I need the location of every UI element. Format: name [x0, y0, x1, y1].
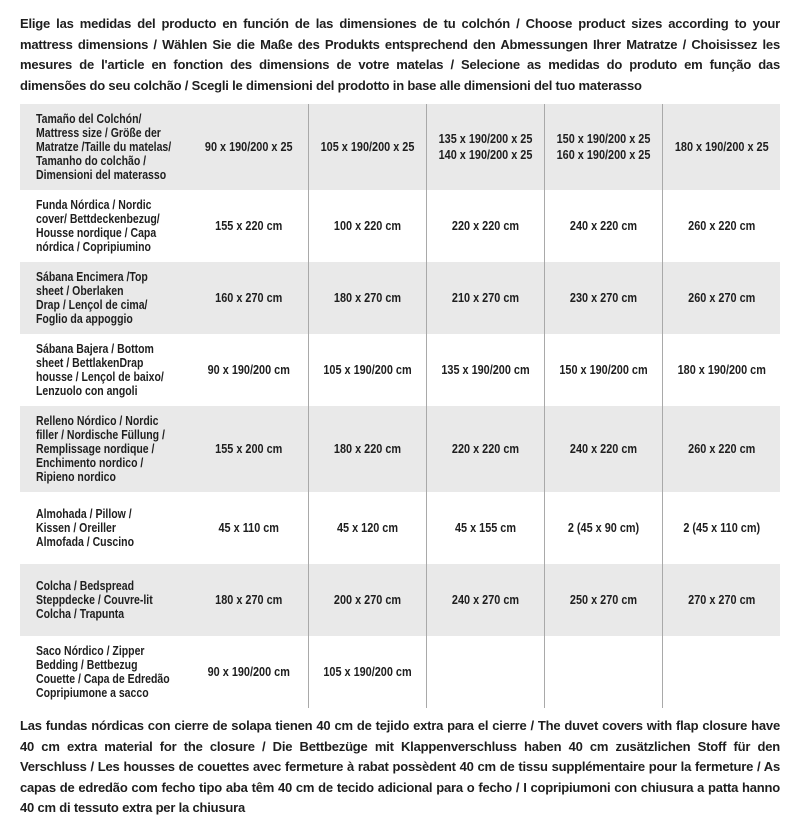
size-cell [308, 262, 426, 334]
row-label-line: Tamaño del Colchón/ [36, 112, 142, 126]
size-cell [662, 636, 780, 708]
row-label-line: Couette / Capa de Edredão [36, 672, 170, 686]
row-label-line: Kissen / Oreiller [36, 521, 116, 535]
size-cell [190, 190, 308, 262]
size-cell [426, 636, 544, 708]
size-cell [544, 636, 662, 708]
row-label-line: Colcha / Bedspread [36, 579, 135, 593]
size-table-body [20, 104, 780, 708]
row-label-line: Ripieno nordico [36, 470, 116, 484]
size-cell [426, 492, 544, 564]
size-cell [544, 104, 662, 190]
size-cell [544, 406, 662, 492]
size-value: 90 x 190/200 x 25 [204, 140, 293, 154]
row-label [20, 262, 190, 334]
row-label-line: Drap / Lençol de cima/ [36, 298, 148, 312]
size-cell [308, 406, 426, 492]
size-value: 45 x 155 cm [454, 521, 516, 535]
table-row [20, 104, 780, 190]
size-value: 210 x 270 cm [451, 291, 519, 305]
size-cell [190, 262, 308, 334]
size-cell [308, 564, 426, 636]
size-value: 180 x 270 cm [215, 593, 283, 607]
row-label-line: Sábana Bajera / Bottom [36, 342, 154, 356]
size-value: 90 x 190/200 cm [207, 665, 290, 679]
intro-text: Elige las medidas del producto en función de las dimensiones de tu colchón / Choose product sizes according to your mattress dimensions / Wählen Sie die Maße des Produkts entsprechend den Abmessungen Ihrer Matratze / Choisissez les mesures de l'article en fonction des dimensions de votre matelas / Selecione as medidas do produto em função das dimensões do seu colchão / Scegli le dimensioni del prodotto in base alle dimensioni del tuo materasso [20, 16, 780, 93]
size-cell [426, 262, 544, 334]
row-label-line: Tamanho do colchão / [36, 154, 147, 168]
row-label-line: Copripiumone a sacco [36, 686, 149, 700]
size-value: 220 x 220 cm [451, 219, 519, 233]
table-row [20, 190, 780, 262]
size-value: 180 x 220 cm [333, 442, 401, 456]
size-value: 160 x 270 cm [215, 291, 283, 305]
size-value: 240 x 270 cm [451, 593, 519, 607]
size-value: 250 x 270 cm [569, 593, 637, 607]
size-cell [190, 406, 308, 492]
size-value: 155 x 200 cm [215, 442, 283, 456]
row-label-line: Almohada / Pillow / [36, 507, 132, 521]
size-cell [426, 406, 544, 492]
row-label [20, 636, 190, 708]
row-label-line: Relleno Nórdico / Nordic [36, 414, 159, 428]
size-value: 140 x 190/200 x 25 [438, 148, 532, 162]
size-value: 240 x 220 cm [569, 219, 637, 233]
size-value: 45 x 120 cm [336, 521, 398, 535]
row-label [20, 564, 190, 636]
size-value: 150 x 190/200 x 25 [556, 132, 650, 146]
size-cell [426, 334, 544, 406]
size-value: 105 x 190/200 x 25 [320, 140, 414, 154]
row-label-line: Bedding / Bettbezug [36, 658, 138, 672]
size-cell [190, 564, 308, 636]
row-label-line: Steppdecke / Couvre-lit [36, 593, 153, 607]
row-label [20, 406, 190, 492]
size-value: 105 x 190/200 cm [322, 363, 412, 377]
size-value: 105 x 190/200 cm [322, 665, 412, 679]
row-label-line: Remplissage nordique / [36, 442, 155, 456]
row-label [20, 334, 190, 406]
size-value: 100 x 220 cm [333, 219, 401, 233]
size-value: 220 x 220 cm [451, 442, 519, 456]
size-value: 200 x 270 cm [333, 593, 401, 607]
size-value: 260 x 220 cm [687, 442, 755, 456]
size-cell [662, 262, 780, 334]
row-label-line: Colcha / Trapunta [36, 607, 125, 621]
size-cell [662, 406, 780, 492]
row-label [20, 492, 190, 564]
size-value: 155 x 220 cm [215, 219, 283, 233]
row-label-line: Housse nordique / Capa [36, 226, 157, 240]
size-cell [308, 492, 426, 564]
row-label-line: cover/ Bettdeckenbezug/ [36, 212, 160, 226]
size-cell [426, 564, 544, 636]
row-label-line: filler / Nordische Füllung / [36, 428, 165, 442]
size-value: 180 x 190/200 x 25 [674, 140, 769, 154]
size-value: 180 x 270 cm [333, 291, 401, 305]
size-cell [544, 262, 662, 334]
size-cell [544, 334, 662, 406]
size-cell [662, 492, 780, 564]
size-cell [662, 190, 780, 262]
row-label-line: Matratze /Taille du matelas/ [36, 140, 172, 154]
size-cell [544, 492, 662, 564]
size-cell [662, 564, 780, 636]
row-label [20, 190, 190, 262]
size-value: 135 x 190/200 x 25 [438, 132, 532, 146]
size-value: 160 x 190/200 x 25 [556, 148, 650, 162]
table-row [20, 636, 780, 708]
row-label-line: Dimensioni del materasso [36, 168, 167, 182]
table-row [20, 262, 780, 334]
row-label-line: Almofada / Cuscino [36, 535, 135, 549]
row-label-line: Lenzuolo con angoli [36, 384, 138, 398]
size-cell [190, 104, 308, 190]
size-cell [426, 190, 544, 262]
row-label-line: Funda Nórdica / Nordic [36, 198, 152, 212]
size-value: 2 (45 x 90 cm) [567, 521, 639, 535]
table-row [20, 406, 780, 492]
size-value: 45 x 110 cm [218, 521, 279, 535]
size-cell [426, 104, 544, 190]
table-row [20, 564, 780, 636]
size-cell [308, 104, 426, 190]
size-value: 2 (45 x 110 cm) [682, 521, 760, 535]
row-label-line: Saco Nórdico / Zipper [36, 644, 145, 658]
size-value: 135 x 190/200 cm [440, 363, 530, 377]
size-value: 270 x 270 cm [687, 593, 755, 607]
row-label-line: Enchimento nordico / [36, 456, 144, 470]
size-cell [190, 334, 308, 406]
size-value: 90 x 190/200 cm [207, 363, 290, 377]
size-cell [190, 492, 308, 564]
size-cell [308, 636, 426, 708]
table-row [20, 492, 780, 564]
size-value: 180 x 190/200 cm [677, 363, 766, 377]
size-value: 150 x 190/200 cm [558, 363, 648, 377]
size-cell [308, 190, 426, 262]
size-cell [544, 564, 662, 636]
size-table [20, 104, 780, 708]
row-label-line: Sábana Encimera /Top [36, 270, 148, 284]
row-label-line: sheet / Oberlaken [36, 284, 124, 298]
row-label [20, 104, 190, 190]
row-label-line: nórdica / Copripiumino [36, 240, 151, 254]
row-label-line: Mattress size / Größe der [36, 126, 161, 140]
table-row [20, 334, 780, 406]
size-value: 260 x 270 cm [687, 291, 755, 305]
size-cell [308, 334, 426, 406]
row-label-line: housse / Lençol de baixo/ [36, 370, 164, 384]
size-value: 230 x 270 cm [569, 291, 637, 305]
size-cell [662, 334, 780, 406]
size-value: 240 x 220 cm [569, 442, 637, 456]
size-cell [190, 636, 308, 708]
footnote-text: Las fundas nórdicas con cierre de solapa tienen 40 cm de tejido extra para el cierre / The duvet covers with flap closure have 40 cm extra material for the closure / Die Bettbezüge mit Klappenverschluss haben 40 cm zusätzlichen Stoff für den Verschluss / Les housses de couettes avec fermeture à rabat possèdent 40 cm de tissu supplémentaire pour la fermeture / As capas de edredão com fecho tipo aba têm 40 cm de tecido adicional para o fecho / I copripiumoni con chiusura a patta hanno 40 cm di tessuto extra per la chiusura [20, 718, 780, 815]
row-label-line: sheet / BettlakenDrap [36, 356, 144, 370]
size-cell [544, 190, 662, 262]
row-label-line: Foglio da appoggio [36, 312, 133, 326]
size-value: 260 x 220 cm [687, 219, 755, 233]
size-cell [662, 104, 780, 190]
